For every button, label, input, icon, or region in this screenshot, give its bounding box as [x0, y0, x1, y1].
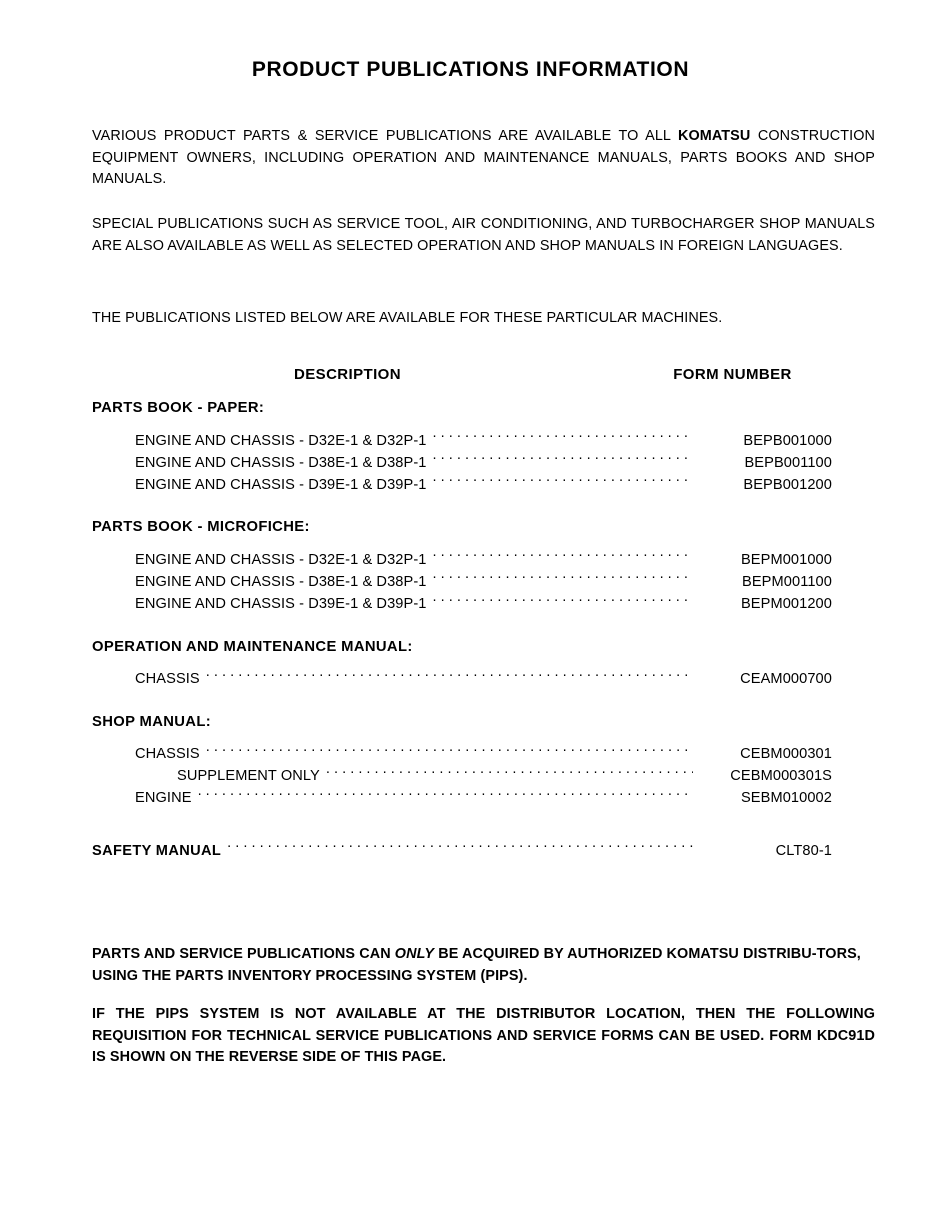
publication-description: CHASSIS [135, 746, 200, 763]
group-title: PARTS BOOK - PAPER: [92, 400, 265, 416]
dot-leader [433, 549, 693, 564]
group-title: OPERATION AND MAINTENANCE MANUAL: [92, 638, 413, 655]
publication-description: ENGINE AND CHASSIS - D32E-1 & D32P-1 [135, 432, 427, 449]
publication-form-number: BEPB001000 [743, 432, 832, 449]
publication-form-number: CEBM000301S [730, 768, 832, 785]
publication-description: ENGINE AND CHASSIS - D32E-1 & D32P-1 [135, 551, 427, 568]
publication-form-number: BEPB001200 [743, 476, 832, 493]
publication-form-number: CLT80-1 [775, 842, 832, 859]
publication-description: SUPPLEMENT ONLY [177, 768, 320, 785]
intro-paragraph-1-part-b: CONSTRUCTION EQUIPMENT OWNERS, INCLUDING OPERATION AND MAINTENANCE MANUALS, PARTS BOOKS AND SHOP MANUALS. [92, 128, 876, 187]
publication-group [92, 712, 832, 810]
intro-paragraph-1 [92, 126, 875, 191]
publication-row [92, 430, 832, 452]
group-rows [92, 549, 832, 615]
dot-leader [206, 669, 693, 684]
publications-listing [92, 398, 832, 862]
publication-description: ENGINE [135, 790, 192, 807]
publication-row [92, 840, 832, 862]
publication-row [92, 744, 832, 766]
dot-leader [433, 571, 693, 586]
group-title: SHOP MANUAL: [92, 713, 212, 730]
publication-group [92, 840, 832, 862]
spacer [92, 537, 832, 549]
publication-row [92, 474, 832, 496]
dot-leader [227, 840, 693, 855]
publication-row [92, 549, 832, 571]
dot-leader [206, 744, 693, 759]
column-header-form-number: FORM NUMBER [673, 366, 792, 383]
dot-leader [326, 766, 693, 781]
column-header-description: DESCRIPTION [294, 366, 401, 383]
group-rows [92, 669, 832, 691]
publication-description: ENGINE AND CHASSIS - D39E-1 & D39P-1 [135, 476, 427, 493]
publication-row [92, 452, 832, 474]
publication-group [92, 517, 832, 615]
publication-description: ENGINE AND CHASSIS - D38E-1 & D38P-1 [135, 454, 427, 471]
intro-paragraph-3: THE PUBLICATIONS LISTED BELOW ARE AVAILABLE FOR THESE PARTICULAR MACHINES. [92, 310, 723, 326]
komatsu-brand-name: KOMATSU [678, 128, 751, 144]
publication-form-number: CEAM000700 [740, 671, 832, 688]
intro-paragraph-2: SPECIAL PUBLICATIONS SUCH AS SERVICE TOOL, AIR CONDITIONING, AND TURBOCHARGER SHOP MANUALS ARE ALSO AVAILABLE AS WELL AS SELECTED OPERATION AND SHOP MANUALS IN FOREIGN LANGUAGES. [92, 216, 875, 254]
group-spacer [92, 616, 832, 637]
dot-leader [433, 474, 693, 489]
group-spacer [92, 810, 832, 840]
publication-form-number: SEBM010002 [740, 790, 832, 807]
publication-form-number: BEPM001100 [742, 573, 832, 590]
publication-form-number: BEPM001000 [740, 551, 832, 568]
dot-leader [433, 452, 693, 467]
group-spacer [92, 496, 832, 517]
publication-description: CHASSIS [135, 671, 200, 688]
footer-paragraph-1 [92, 944, 875, 987]
group-rows [92, 840, 832, 862]
footer-paragraph-2: IF THE PIPS SYSTEM IS NOT AVAILABLE AT THE DISTRIBUTOR LOCATION, THEN THE FOLLOWING REQUISITION FOR TECHNICAL SERVICE PUBLICATIONS AND SERVICE FORMS CAN BE USED. FORM KDC91D IS SHOWN ON THE REVERSE SIDE OF THIS PAGE. [92, 1006, 875, 1065]
publication-description: ENGINE AND CHASSIS - D38E-1 & D38P-1 [135, 573, 427, 590]
page-title: PRODUCT PUBLICATIONS INFORMATION [251, 58, 690, 81]
group-title: PARTS BOOK - MICROFICHE: [92, 519, 310, 536]
footer-paragraph-1-part-b: BE ACQUIRED BY AUTHORIZED KOMATSU DISTRIBU-TORS, USING THE PARTS INVENTORY PROCESSING SYSTEM (PIPS). [92, 946, 861, 984]
spacer [92, 418, 832, 430]
footer-emphasis-only: ONLY [394, 946, 435, 962]
publication-form-number: BEPM001200 [740, 596, 832, 613]
spacer [92, 732, 832, 744]
publication-description: SAFETY MANUAL [92, 842, 222, 859]
publication-group [92, 637, 832, 691]
publication-row [92, 766, 832, 788]
dot-leader [433, 430, 693, 445]
footer-paragraph-1-part-a: PARTS AND SERVICE PUBLICATIONS CAN [92, 946, 395, 962]
spacer [92, 657, 832, 669]
publication-row [92, 571, 832, 593]
dot-leader [433, 593, 693, 608]
publication-group [92, 398, 832, 496]
publication-form-number: BEPB001100 [744, 454, 832, 471]
publication-row [92, 788, 832, 810]
group-rows [92, 430, 832, 496]
publication-row [92, 669, 832, 691]
dot-leader [198, 788, 693, 803]
group-spacer [92, 691, 832, 712]
publication-form-number: CEBM000301 [740, 746, 832, 763]
group-rows [92, 744, 832, 810]
intro-paragraph-1-part-a: VARIOUS PRODUCT PARTS & SERVICE PUBLICATIONS ARE AVAILABLE TO ALL [92, 128, 678, 144]
publication-description: ENGINE AND CHASSIS - D39E-1 & D39P-1 [135, 596, 427, 613]
publication-row [92, 593, 832, 615]
